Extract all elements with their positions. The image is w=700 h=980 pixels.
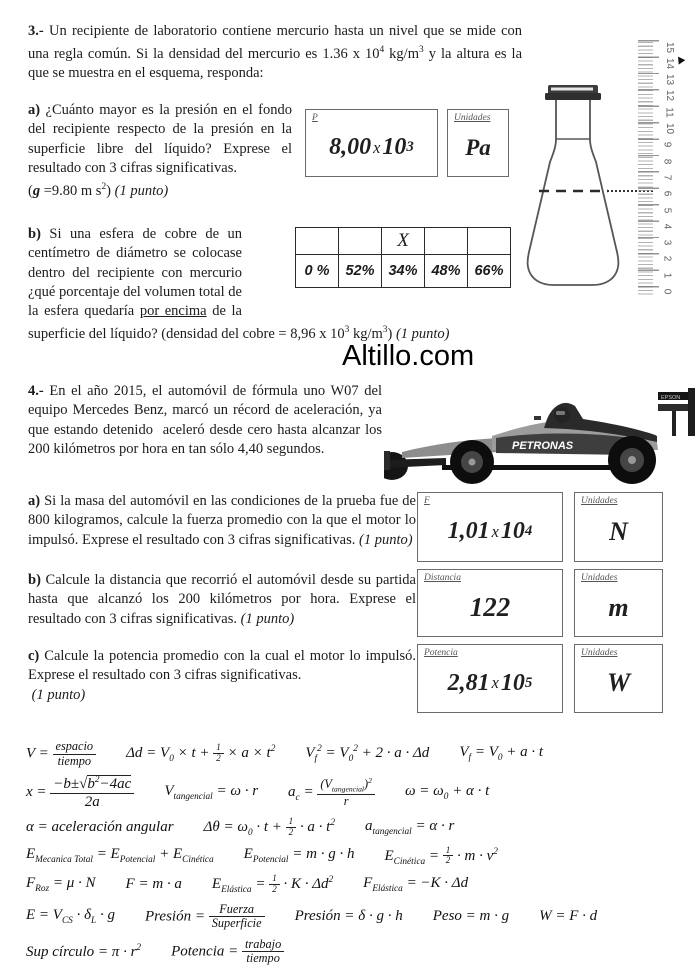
formula: $\Delta\theta = \omega_0 \cdot t$ + $\frac{1}{2}$ · $a \cdot t^2$ [203,816,335,838]
units-box-distance [574,569,663,637]
ruler-number: 5 [661,207,673,213]
answer-box-power [417,644,563,713]
answer-options-table [295,227,511,288]
formula-line [26,846,686,868]
formula: $E_{Mecanica Total} = E_{Potencial} + E_{Cinética}$ [26,846,214,866]
question-4-part-b: b) Calcule la distancia que recorrió el automóvil desde su partida hasta que alcanzó los 200 kilómetros por hora. Exprese el resultado con 3 cifras significativas. (1 punto) [28,572,416,627]
formula: $F_{Roz} = \mu \cdot N$ [26,874,96,894]
formula: V = espacio tiempo [26,740,96,768]
units-box-value: N [609,516,628,546]
units-box-value: m [608,592,629,622]
answer-box-label: Distancia [424,573,461,583]
ruler-number: 14 [664,57,676,69]
question-3-part-a: a) ¿Cuánto mayor es la presión en el fondo del recipiente respecto de la presión en la superficie libre del líquido? Exprese el resultado con 3 cifras significativas. (g =9.80 m $s^2$) (1 punto) [28,102,292,200]
question-4-part-a: a) Si la masa del automóvil en las condiciones de la prueba fue de 800 kilogramos, calcule la fuerza promedio con la que el motor lo impulsó. Exprese el resultado con 3 cifras significativas. (1 punto) [28,493,416,548]
formula: Sup círculo = $\pi \cdot r^2$ [26,942,142,960]
formula: $a_{tangencial} = \alpha \cdot r$ [364,817,455,837]
answer-box-value: 8,00 x 10 3 [329,134,414,160]
formula: $V_f^2 = V_0^2 + 2 \cdot a \cdot \Delta d$ [305,743,430,764]
option-mark-cell [425,228,468,255]
ruler-number: 15 [664,41,676,53]
formula-line [26,775,686,810]
formula-line [26,903,686,931]
answer-box-value: 2,81 x 10 5 [447,669,533,696]
answer-box-distance [417,569,563,637]
ruler-number: 12 [664,90,676,102]
option-mark-cell [296,228,339,255]
formula: $\Delta d = V_0 \times t$ + $\frac{1}{2}$ × $a \times t^2$ [126,742,276,765]
formula: $V_{tangencial} = \omega \cdot r$ [164,782,259,802]
ruler-number: 8 [661,158,673,164]
formula: Presión = Fuerza Superficie [145,903,265,931]
ruler-number: 2 [661,256,673,262]
units-box-power [574,644,663,713]
answer-box-pressure [305,109,438,177]
formula: Presión = δ · g · h [294,907,403,924]
table-row [296,255,511,288]
answer-box-value: 122 [469,592,511,622]
formula: α = aceleración angular [26,819,174,836]
altillo-watermark: Altillo.com [342,340,475,372]
formula: $E_{Elástica}$ = $\frac{1}{2}$ · $K \cdot \Delta d^2$ [211,873,334,895]
units-box-label: Unidades [581,573,618,583]
option-value-cell: 0 % [296,255,339,288]
units-box-force [574,492,663,562]
ruler-number: 4 [661,223,673,230]
ruler-number: 0 [661,288,673,295]
option-value-cell: 48% [425,255,468,288]
ruler-number: 13 [664,74,676,86]
formula: $a_c$ = $(V_{tangencial})^2$ r [288,777,375,808]
formula: W = F · d [539,907,598,924]
ruler-number: 10 [664,122,676,135]
formula: $E_{Cinética}$ = $\frac{1}{2}$ · $m \cdot v^2$ [384,844,498,867]
ruler-number: 1 [661,272,673,278]
ruler-number: 7 [661,174,673,181]
answer-box-label: Potencia [424,648,458,658]
answer-box-value: 1,01 x 10 4 [447,518,533,544]
question-4-part-c: c) Calcule la potencia promedio con la cual el motor lo impulsó. Exprese el resultado con 3 cifras significativas. (1 punto) [28,648,416,703]
formula-line [26,874,686,896]
car-wing-sponsor-text: EPSON [661,395,681,401]
formula-line [26,740,686,768]
formula: Peso = m · g [432,907,510,924]
erlenmeyer-flask-image [518,84,628,294]
ruler-number: 9 [661,142,673,148]
formula: Potencia = trabajo tiempo [171,938,284,966]
ruler-number: 11 [663,107,675,118]
option-mark-cell: X [382,228,425,255]
formula: $\omega = \omega_0 + \alpha \cdot t$ [404,782,490,802]
formula: $E = V_{CS} \cdot \delta_L \cdot g$ [26,906,115,926]
formula: F = m · a [125,876,182,893]
answer-box-label: P [312,113,318,123]
car-sponsor-text: PETRONAS [512,440,574,452]
units-box-value: Pa [465,134,491,160]
formula-line [26,938,686,966]
ruler-number: 6 [661,190,673,197]
option-value-cell: 34% [382,255,425,288]
ruler-numbers [638,40,696,294]
formula-line [26,817,686,839]
option-mark-cell [468,228,511,255]
ruler-number: 3 [661,239,673,246]
option-value-cell: 52% [339,255,382,288]
table-row [296,228,511,255]
option-value-cell: 66% [468,255,511,288]
answer-box-force [417,492,563,562]
question-3-intro: 3.- Un recipiente de laboratorio contiene mercurio hasta un nivel que se mide con una regla común. Si la densidad del mercurio es 1.36 x $10^4$ $kg/m^3$ y la altura es la que se muestra en el esquema, responda: [28,23,523,82]
formula: $F_{Elástica} = -K \cdot \Delta d$ [363,874,469,894]
option-mark-cell [339,228,382,255]
ruler [638,40,696,294]
formula: x = $\frac{-b\pm√b^2-4ac}{2a}$ [26,775,134,810]
f1-car-image [384,378,700,486]
question-4-intro: 4.- En el año 2015, el automóvil de fórmula uno W07 del equipo Mercedes Benz, marcó un récord de aceleración, ya que estando detenido aceleró desde cero hasta alcanzar los 200 kilómetros por hora en tan sólo 4,40 segundos. [28,383,382,457]
units-box-label: Unidades [581,496,618,506]
formula-sheet [26,740,686,973]
formula: $V_f = V_0 + a \cdot t$ [459,744,544,764]
units-box-value: W [606,668,631,697]
question-3-part-b: b) Si una esfera de cobre de un centímetro de diámetro se colocase dentro del recipiente con mercurio ¿qué porcentaje del volumen total de la esfera quedaría por encima de la superficie del líquido? (densidad del cobre = 8,96 x $10^3$ $kg/m^3$) (1 punto) [28,225,456,345]
units-box-label: Unidades [454,113,491,123]
answer-box-label: F [424,496,430,506]
units-box-pressure [447,109,509,177]
units-box-label: Unidades [581,648,618,658]
formula: $E_{Potencial} = m \cdot g \cdot h$ [243,846,355,866]
